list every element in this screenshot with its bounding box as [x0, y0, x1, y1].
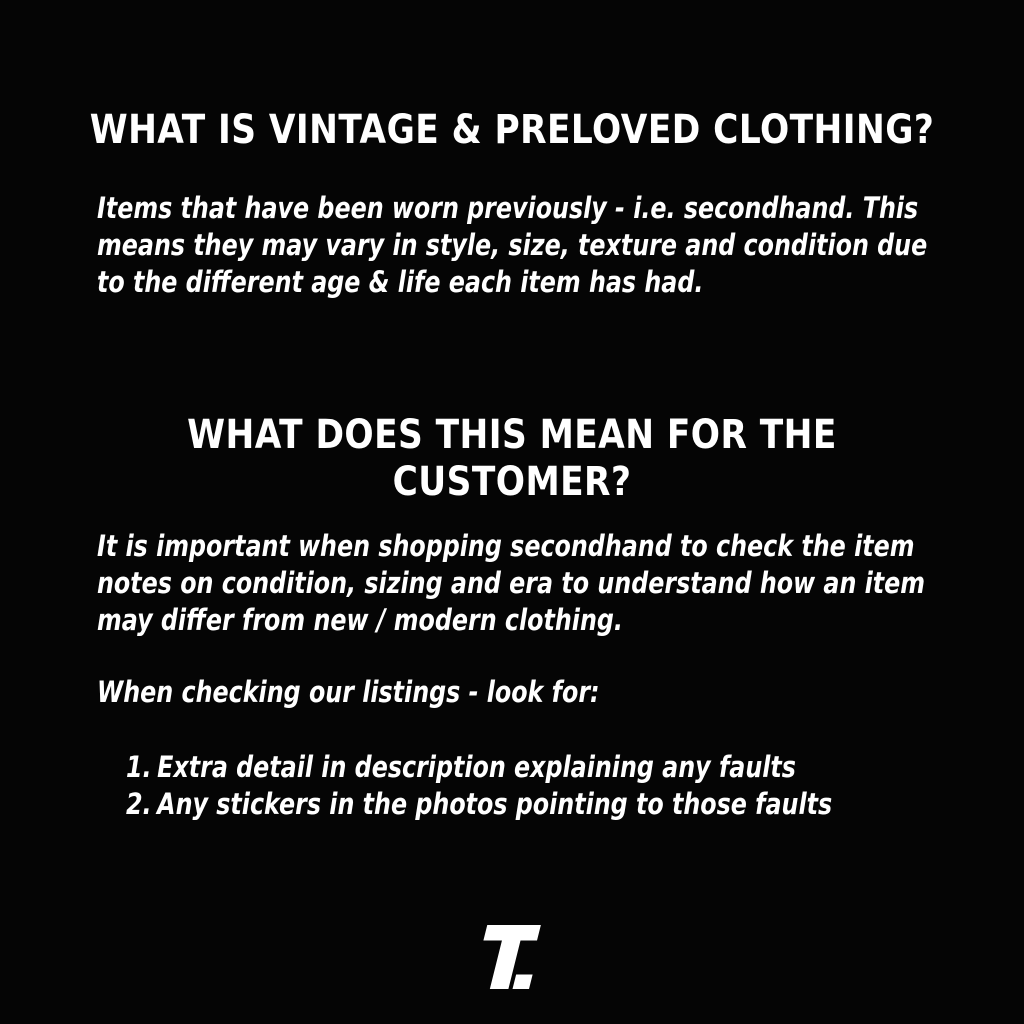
list-item-number: 2.	[126, 787, 152, 821]
listings-intro: When checking our listings - look for:	[97, 675, 600, 709]
list-item	[126, 786, 832, 823]
list-item-number: 1.	[126, 750, 152, 784]
intro-line: Items that have been worn previously - i.e. secondhand. This	[97, 191, 919, 225]
customer-info-line: It is important when shopping secondhand to check the item	[97, 529, 915, 563]
section-title-customer	[72, 412, 953, 506]
list-item-text: Extra detail in description explaining any faults	[157, 750, 796, 784]
t-logo-icon	[477, 925, 547, 991]
customer-info-line: may differ from new / modern clothing.	[97, 603, 623, 637]
customer-info-line: notes on condition, sizing and era to understand how an item	[97, 566, 926, 600]
customer-info-paragraph	[97, 528, 925, 639]
list-item	[126, 749, 832, 786]
section-title-line: CUSTOMER?	[392, 459, 632, 506]
section-title-line: WHAT DOES THIS MEAN FOR THE	[187, 412, 837, 459]
fault-checklist	[126, 749, 832, 823]
page-title: WHAT IS VINTAGE & PRELOVED CLOTHING?	[89, 106, 935, 153]
intro-line: to the different age & life each item has had.	[97, 265, 704, 299]
list-item-text: Any stickers in the photos pointing to those faults	[157, 787, 833, 821]
intro-paragraph	[97, 190, 927, 301]
brand-logo	[0, 925, 1024, 991]
intro-line: means they may vary in style, size, texture and condition due	[97, 228, 928, 262]
